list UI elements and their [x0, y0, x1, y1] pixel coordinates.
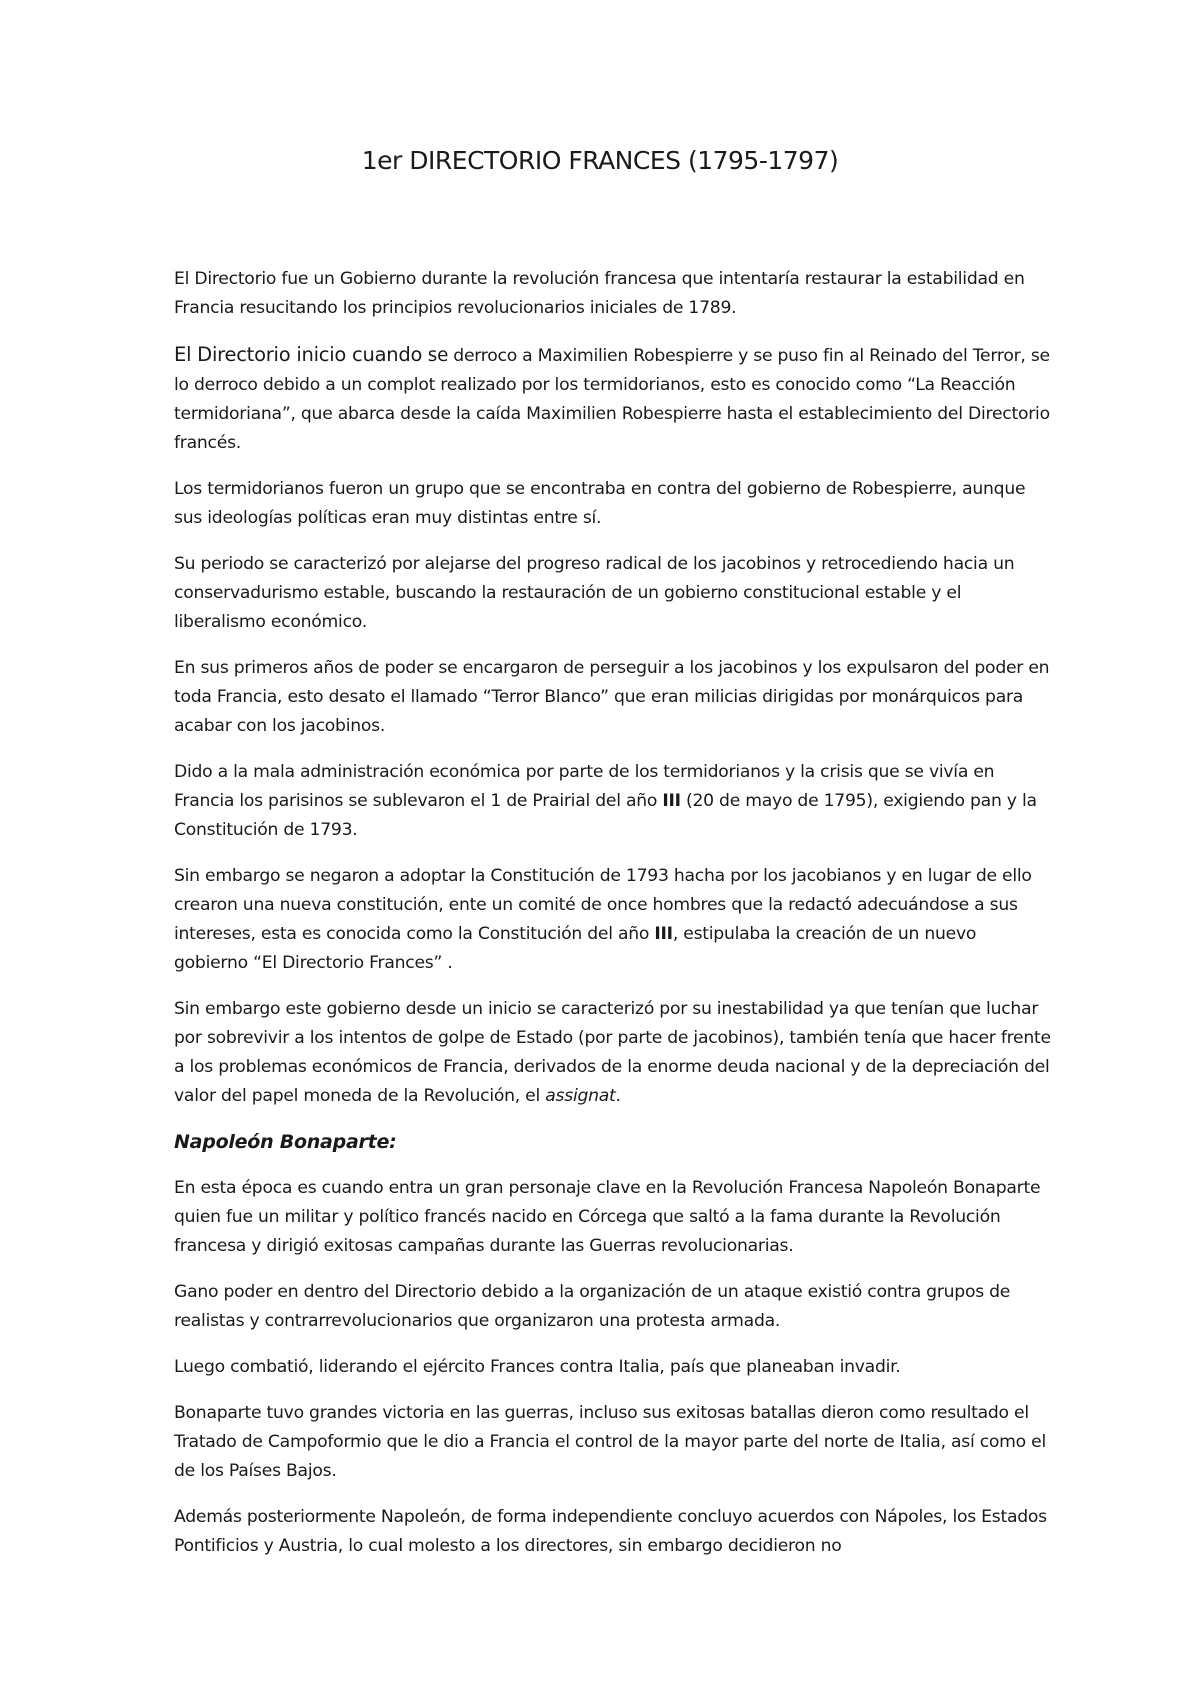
- assignat-term: assignat: [545, 1086, 616, 1106]
- paragraph-constitucion: [174, 862, 1054, 978]
- paragraph-sublevacion: [174, 758, 1054, 845]
- roman-numeral: III: [654, 924, 673, 944]
- paragraph-napoleon-italia: Luego combatió, liderando el ejército Frances contra Italia, país que planeaban invadir.: [174, 1357, 901, 1377]
- paragraph-text: , estipulaba la creación de un nuevo gobierno “El Directorio Frances” .: [174, 924, 977, 973]
- paragraph-termidorianos: Los termidorianos fueron un grupo que se encontraba en contra del gobierno de Robespierre, aunque sus ideologías políticas eran muy distintas entre sí.: [174, 479, 1026, 528]
- paragraph-napoleon-victorias: Bonaparte tuvo grandes victoria en las guerras, incluso sus exitosas batallas dieron como resultado el Tratado de Campoformio que le dio a Francia el control de la mayor parte del norte de Italia, así como el de los Países Bajos.: [174, 1403, 1047, 1481]
- paragraph-napoleon-intro: En esta época es cuando entra un gran personaje clave en la Revolución Francesa Napoleón Bonaparte quien fue un militar y político francés nacido en Córcega que saltó a la fama durante la Revolución francesa y dirigió exitosas campañas durante las Guerras revolucionarias.: [174, 1178, 1041, 1256]
- paragraph-napoleon-poder: Gano poder en dentro del Directorio debido a la organización de un ataque existió contra grupos de realistas y contrarrevolucionarios que organizaron una protesta armada.: [174, 1282, 1011, 1331]
- paragraph-text: Dido a la mala administración económica por parte de los termidorianos y la crisis que se vivía en Francia los parisinos se sublevaron el 1 de Prairial del año: [174, 762, 995, 811]
- paragraph-lead-se: se: [422, 345, 449, 366]
- paragraph-text: .: [615, 1086, 621, 1106]
- document-title: 1er DIRECTORIO FRANCES (1795-1797): [361, 146, 839, 175]
- section-heading-napoleon: Napoleón Bonaparte:: [174, 1131, 397, 1153]
- paragraph-beginning: [174, 340, 1054, 458]
- paragraph-intro: El Directorio fue un Gobierno durante la revolución francesa que intentaría restaurar la estabilidad en Francia resucitando los principios revolucionarios iniciales de 1789.: [174, 269, 1025, 318]
- paragraph-inestabilidad: [174, 995, 1054, 1111]
- paragraph-text: Sin embargo se negaron a adoptar la Constitución de 1793 hacha por los jacobianos y en lugar de ello crearon una nueva constitución, ente un comité de once hombres que la redactó adecuándose a sus intereses, esta es conocida como la Constitución del año: [174, 866, 1032, 944]
- paragraph-text: (20 de mayo de 1795), exigiendo pan y la Constitución de 1793.: [174, 791, 1037, 840]
- document-body: [174, 265, 1054, 1578]
- paragraph-lead: El Directorio inicio cuando: [174, 343, 423, 366]
- paragraph-primeros-anos: En sus primeros años de poder se encargaron de perseguir a los jacobinos y los expulsaron del poder en toda Francia, esto desato el llamado “Terror Blanco” que eran milicias dirigidas por monárquicos para acabar con los jacobinos.: [174, 658, 1050, 736]
- paragraph-text: derroco a Maximilien Robespierre y se puso fin al Reinado del Terror, se lo derroco debido a un complot realizado por los termidorianos, esto es conocido como “La Reacción termidoriana”, que abarca desde la caída Maximilien Robespierre hasta el establecimiento del Directorio francés.: [174, 346, 1050, 453]
- paragraph-periodo: Su periodo se caracterizó por alejarse del progreso radical de los jacobinos y retrocediendo hacia un conservadurismo estable, buscando la restauración de un gobierno constitucional estable y el liberalismo económico.: [174, 554, 1015, 632]
- roman-numeral: III: [662, 791, 681, 811]
- paragraph-text: Sin embargo este gobierno desde un inicio se caracterizó por su inestabilidad ya que tenían que luchar por sobrevivir a los intentos de golpe de Estado (por parte de jacobinos), también tenía que hacer frente a los problemas económicos de Francia, derivados de la enorme deuda nacional y de la depreciación del valor del papel moneda de la Revolución, el: [174, 999, 1051, 1106]
- paragraph-napoleon-acuerdos: Además posteriormente Napoleón, de forma independiente concluyo acuerdos con Nápoles, los Estados Pontificios y Austria, lo cual molesto a los directores, sin embargo decidieron no: [174, 1507, 1047, 1556]
